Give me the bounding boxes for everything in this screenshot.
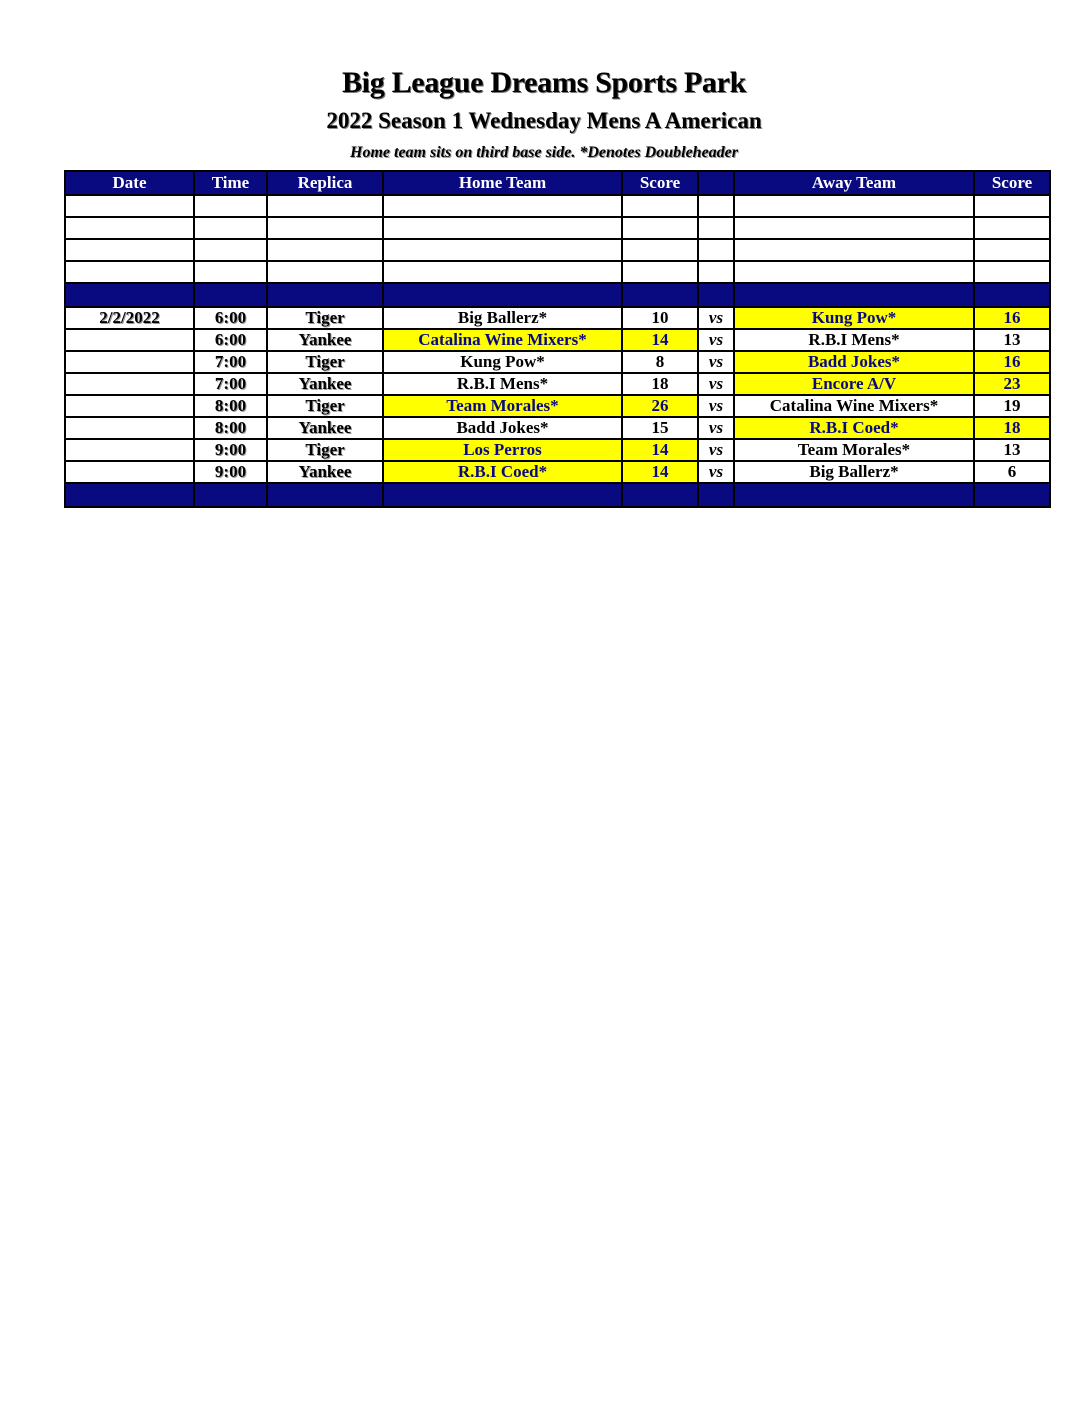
col-header-replica: Replica [267, 171, 383, 195]
page-title: Big League Dreams Sports Park [341, 66, 747, 99]
cell-home-score: 18 [622, 373, 698, 395]
cell-vs: vs [698, 439, 734, 461]
col-header-date: Date [65, 171, 194, 195]
cell-away-team: Badd Jokes* [734, 351, 974, 373]
cell-home-score: 15 [622, 417, 698, 439]
cell-away-team: Big Ballerz* [734, 461, 974, 483]
cell-away-score: 16 [974, 351, 1050, 373]
table-row [65, 329, 1050, 351]
table-header-row [65, 171, 1050, 195]
cell-vs: vs [698, 417, 734, 439]
blank-row [65, 217, 1050, 239]
cell-replica: Tiger [267, 395, 383, 417]
cell-home-team: Badd Jokes* [383, 417, 622, 439]
separator-band [65, 483, 1050, 507]
cell-vs: vs [698, 373, 734, 395]
cell-replica: Yankee [267, 373, 383, 395]
cell-vs: vs [698, 395, 734, 417]
col-header-home-team: Home Team [383, 171, 622, 195]
cell-date [65, 329, 194, 351]
cell-replica: Yankee [267, 417, 383, 439]
table-row [65, 351, 1050, 373]
col-header-away-score: Score [974, 171, 1050, 195]
cell-time: 7:00 [194, 351, 267, 373]
cell-time: 6:00 [194, 329, 267, 351]
cell-home-team: Los Perros [383, 439, 622, 461]
table-row [65, 417, 1050, 439]
cell-replica: Tiger [267, 307, 383, 329]
cell-away-score: 18 [974, 417, 1050, 439]
cell-home-score: 26 [622, 395, 698, 417]
cell-vs: vs [698, 461, 734, 483]
cell-away-team: Kung Pow* [734, 307, 974, 329]
cell-home-team: Catalina Wine Mixers* [383, 329, 622, 351]
cell-away-score: 13 [974, 439, 1050, 461]
cell-home-score: 14 [622, 461, 698, 483]
cell-away-team: R.B.I Coed* [734, 417, 974, 439]
col-header-time: Time [194, 171, 267, 195]
blank-row [65, 239, 1050, 261]
table-row [65, 461, 1050, 483]
cell-away-score: 19 [974, 395, 1050, 417]
cell-replica: Tiger [267, 351, 383, 373]
cell-away-score: 6 [974, 461, 1050, 483]
cell-vs: vs [698, 329, 734, 351]
col-header-away-team: Away Team [734, 171, 974, 195]
cell-vs: vs [698, 307, 734, 329]
cell-date [65, 351, 194, 373]
cell-away-score: 23 [974, 373, 1050, 395]
cell-date [65, 439, 194, 461]
separator-band [65, 283, 1050, 307]
cell-home-score: 8 [622, 351, 698, 373]
cell-time: 9:00 [194, 461, 267, 483]
cell-home-team: R.B.I Mens* [383, 373, 622, 395]
cell-replica: Yankee [267, 461, 383, 483]
cell-away-team: Team Morales* [734, 439, 974, 461]
cell-home-team: Big Ballerz* [383, 307, 622, 329]
cell-date: 2/2/2022 [65, 307, 194, 329]
table-row [65, 439, 1050, 461]
cell-away-team: R.B.I Mens* [734, 329, 974, 351]
cell-time: 7:00 [194, 373, 267, 395]
table-row [65, 373, 1050, 395]
col-header-home-score: Score [622, 171, 698, 195]
cell-home-score: 14 [622, 439, 698, 461]
cell-time: 8:00 [194, 395, 267, 417]
page-subtitle: 2022 Season 1 Wednesday Mens A American [326, 108, 762, 133]
cell-time: 8:00 [194, 417, 267, 439]
cell-home-score: 10 [622, 307, 698, 329]
table-row [65, 307, 1050, 329]
page-note: Home team sits on third base side. *Denotes Doubleheader [350, 144, 738, 161]
schedule-table [64, 170, 1051, 508]
cell-home-team: R.B.I Coed* [383, 461, 622, 483]
cell-vs: vs [698, 351, 734, 373]
cell-away-team: Encore A/V [734, 373, 974, 395]
cell-date [65, 373, 194, 395]
cell-time: 6:00 [194, 307, 267, 329]
col-header-vs [698, 171, 734, 195]
cell-time: 9:00 [194, 439, 267, 461]
cell-home-team: Kung Pow* [383, 351, 622, 373]
cell-replica: Yankee [267, 329, 383, 351]
cell-replica: Tiger [267, 439, 383, 461]
cell-away-score: 16 [974, 307, 1050, 329]
cell-away-team: Catalina Wine Mixers* [734, 395, 974, 417]
table-row [65, 395, 1050, 417]
blank-row [65, 261, 1050, 283]
cell-date [65, 461, 194, 483]
cell-date [65, 417, 194, 439]
cell-away-score: 13 [974, 329, 1050, 351]
cell-home-score: 14 [622, 329, 698, 351]
cell-home-team: Team Morales* [383, 395, 622, 417]
blank-row [65, 195, 1050, 217]
cell-date [65, 395, 194, 417]
